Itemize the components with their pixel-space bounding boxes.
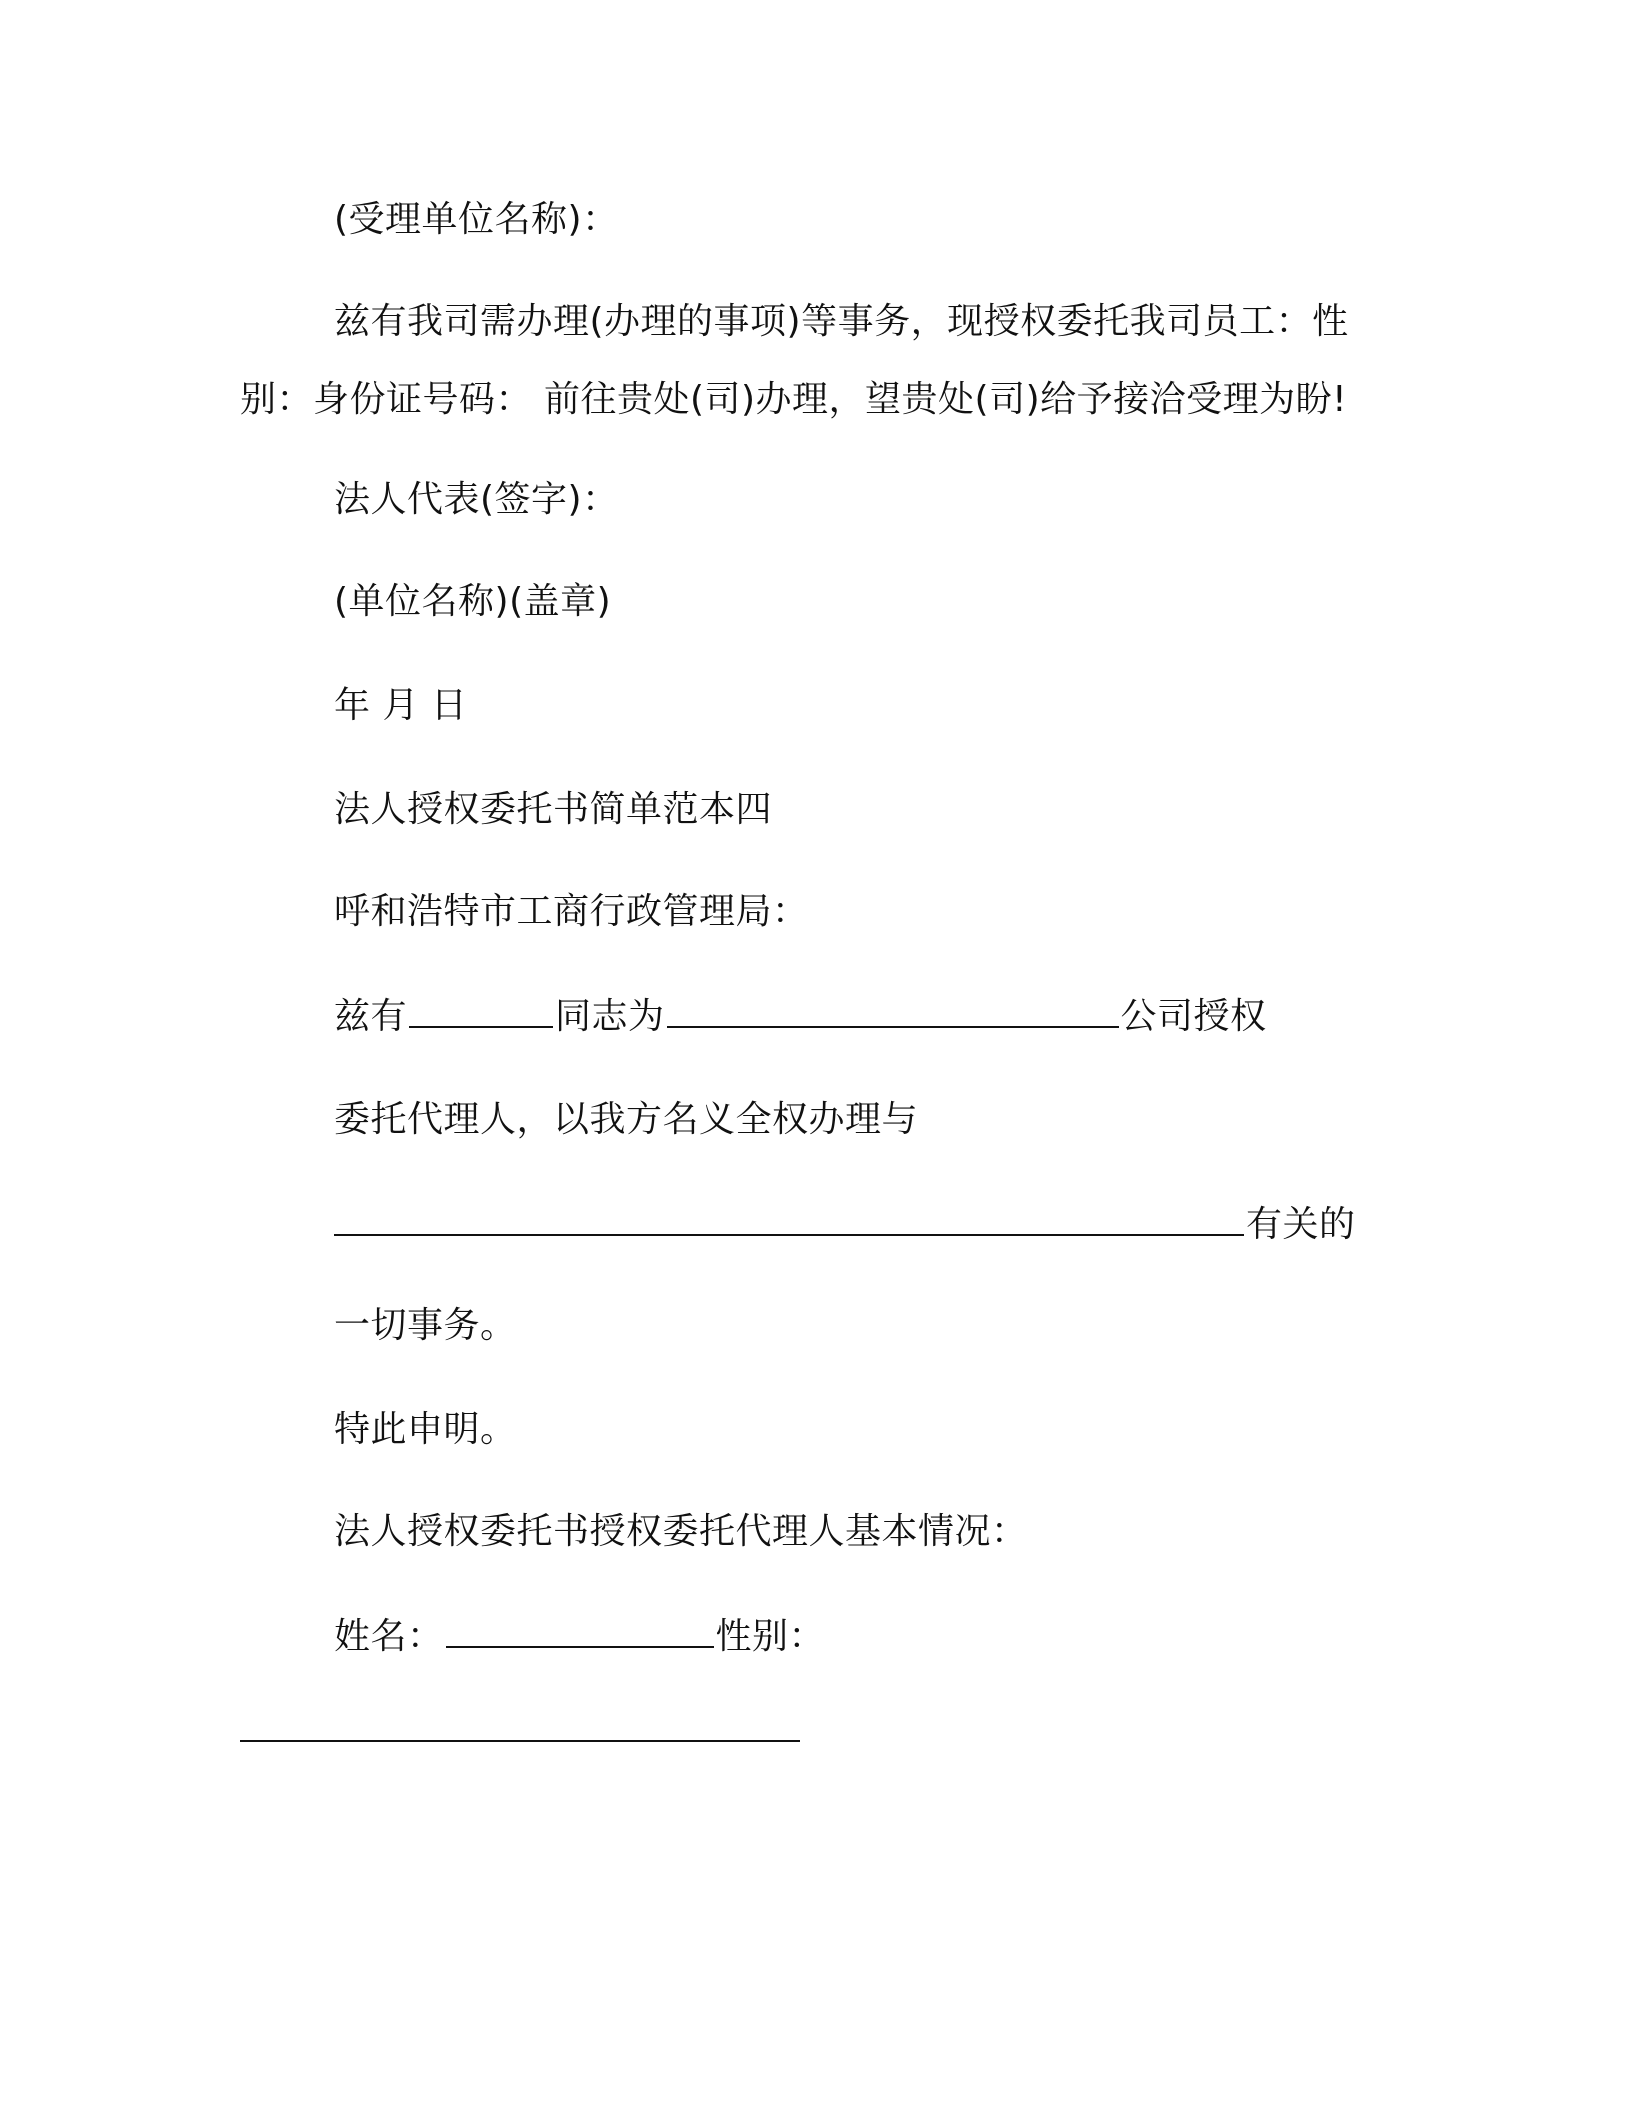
legal-representative-signature: 法人代表(签字)：: [334, 479, 619, 520]
agent-scope: 委托代理人，以我方名义全权办理与: [334, 1099, 919, 1140]
declaration: 特此申明。: [334, 1409, 517, 1450]
appointment-prefix: 兹有: [334, 996, 408, 1037]
date-line: 年 月 日: [334, 685, 468, 726]
authorization-paragraph-line-2: 别：身份证号码： 前往贵处(司)办理，望贵处(司)给予接洽受理为盼!: [240, 379, 1348, 420]
all-affairs: 一切事务。: [334, 1305, 517, 1346]
name-gender-line: [334, 1612, 825, 1661]
related-matters-line: [334, 1200, 1356, 1249]
related-suffix: 有关的: [1246, 1204, 1356, 1245]
appointment-middle: 同志为: [555, 996, 665, 1037]
addressee: 呼和浩特市工商行政管理局：: [334, 891, 809, 932]
matters-blank: [334, 1200, 1244, 1236]
agent-info-title: 法人授权委托书授权委托代理人基本情况：: [334, 1511, 1028, 1552]
gender-label: 性别：: [715, 1616, 826, 1657]
recipient-header: (受理单位名称)：: [334, 199, 619, 240]
appointment-line: [334, 992, 1267, 1041]
gender-value-blank: [240, 1738, 800, 1742]
name-label: 姓名：: [334, 1616, 444, 1657]
authorization-paragraph-line-1: 兹有我司需办理(办理的事项)等事务，现授权委托我司员工：性: [334, 301, 1349, 342]
template-title: 法人授权委托书简单范本四: [334, 789, 773, 830]
unit-name-seal: (单位名称)(盖章): [334, 581, 612, 622]
name-blank: [446, 1612, 714, 1648]
appointment-suffix: 公司授权: [1120, 996, 1267, 1037]
agent-name-blank: [409, 992, 553, 1028]
company-name-blank: [667, 992, 1119, 1028]
